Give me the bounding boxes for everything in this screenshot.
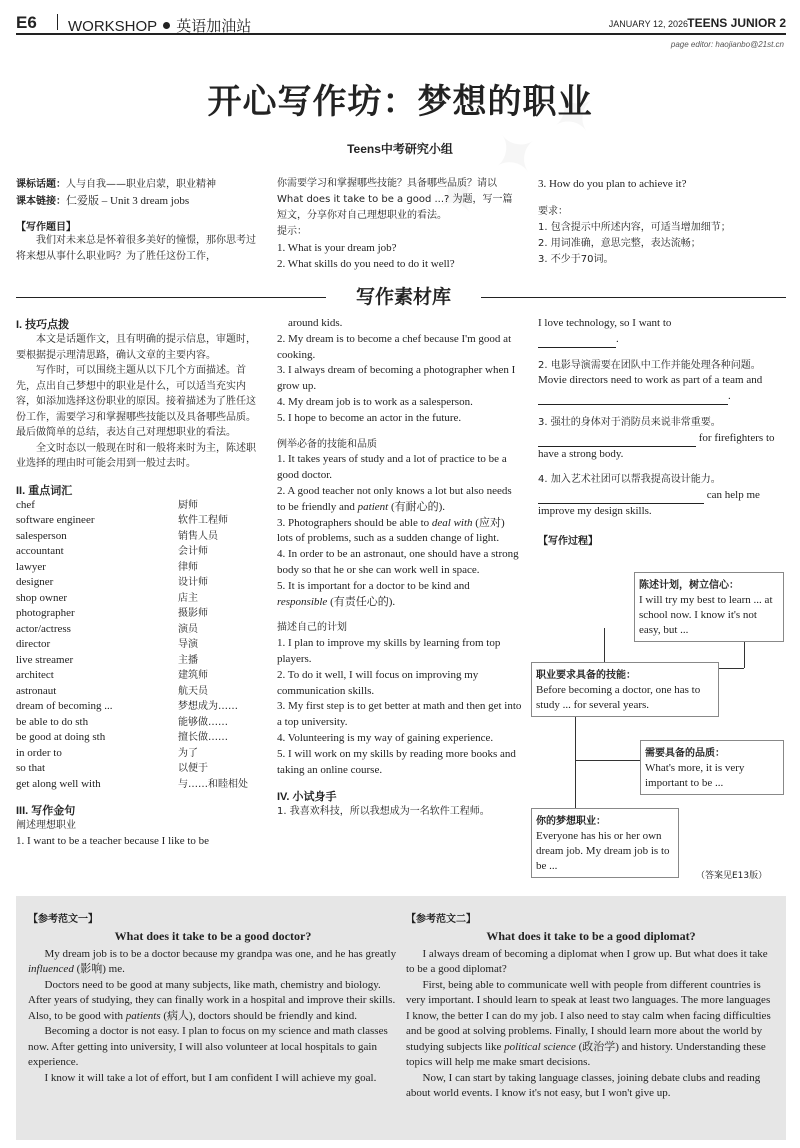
vocab-row	[16, 746, 256, 762]
vocab-term: be able to do sth	[16, 715, 89, 728]
header-divider	[57, 14, 58, 30]
vocab-term: photographer	[16, 607, 75, 619]
heading-tips: I. 技巧点拨	[16, 319, 70, 331]
keyword: political science	[504, 1040, 576, 1053]
vocab-term: lawyer	[16, 560, 46, 573]
vocab-row	[16, 560, 256, 576]
sentence-item: 1. It takes years of study and a lot of practice to be a good doctor.	[277, 453, 507, 482]
connector-line	[575, 712, 576, 822]
vocab-translation: 厨师	[178, 499, 198, 511]
vocab-translation: 销售人员	[178, 530, 218, 542]
sentence-item	[277, 579, 522, 611]
sample-paragraph: I always dream of becoming a diplomat when I grow up. But what does it take to be a good diplomat?	[406, 947, 768, 975]
exercise-item: 3. 强壮的身体对于消防员来说非常重要。	[538, 416, 721, 428]
exercise-item: 4. 加入艺术社团可以帮我提高设计能力。	[538, 474, 721, 486]
exercise-item: 2. 电影导演需要在团队中工作并能处理各种问题。	[538, 359, 761, 371]
vocab-term: actor/actress	[16, 622, 71, 635]
byline: Teens中考研究小组	[347, 142, 453, 156]
sentence-item: 2. My dream is to become a chef because I'm good at cooking.	[277, 332, 512, 361]
hint-question: 3. How do you plan to achieve it?	[538, 178, 687, 190]
section-band	[16, 286, 786, 308]
section-name	[68, 15, 251, 36]
vocab-term: in order to	[16, 746, 62, 759]
exercise-text: can help me improve my design skills.	[538, 489, 760, 517]
intro-column-2	[277, 176, 522, 272]
sentence-item: 5. I hope to become an actor in the future.	[277, 411, 462, 424]
step-text: What's more, it is very important to be ...	[645, 762, 745, 789]
sentence-text: 3. Photographers should be able to	[277, 516, 432, 529]
step-title: 职业要求具备的技能：	[536, 670, 636, 681]
sentence-item: 4. In order to be an astronaut, one should have a strong body so that he or she can work well in space.	[277, 548, 519, 576]
keyword: patient	[357, 500, 389, 513]
topic-label: 课标话题：	[16, 179, 66, 190]
sentence-item: 3. My first step is to get better at math and then get into a top university.	[277, 700, 522, 729]
vocab-row	[16, 715, 256, 731]
keyword: deal with	[431, 516, 473, 529]
vocab-translation: 为了	[178, 747, 198, 759]
vocab-term: live streamer	[16, 653, 74, 666]
publication-name: TEENS JUNIOR 2	[687, 16, 786, 30]
vocabulary-list	[16, 498, 261, 793]
step-text: I will try my best to learn ... at school now. I know it's not easy, but ...	[639, 594, 773, 636]
sentence-item: around kids.	[288, 317, 343, 329]
sample-essay-1	[28, 910, 398, 1086]
section-label-cn: 英语加油站	[176, 18, 252, 35]
sample-paragraph: Now, I can start by taking language classes, joining debate clubs and reading about world events. I know it's not easy, but I won't give up.	[406, 1071, 761, 1099]
sentence-item: 4. Volunteering is my way of gaining experience.	[277, 731, 494, 744]
sentence-text: (有耐心的).	[388, 500, 446, 513]
exercise-text: I love technology, so I want to	[538, 317, 672, 329]
materials-column-2	[277, 316, 522, 820]
vocab-term: director	[16, 638, 51, 650]
vocab-translation: 建筑师	[178, 670, 208, 681]
sample-paragraph: Becoming a doctor is not easy. I plan to focus on my science and math classes now. After getting into university, I will also volunteer at local hospitals to gain experience.	[28, 1025, 388, 1068]
vocab-translation: 会计师	[178, 546, 208, 557]
connector-line	[575, 760, 640, 761]
vocab-translation: 摄影师	[178, 608, 208, 619]
sentence-item	[277, 484, 522, 516]
link-value: 仁爱版 – Unit 3 dream jobs	[66, 195, 190, 207]
sample-title: What does it take to be a good doctor?	[114, 929, 312, 943]
page-editor: page editor: haojianbo@21st.cn	[670, 40, 784, 49]
process-tag: 【写作过程】	[538, 535, 598, 547]
tips-paragraph: 本文是话题作文，且有明确的提示信息，审题时，要根据提示理清思路，确认文章的主要内容。	[16, 334, 256, 361]
keyword: influenced	[28, 963, 74, 975]
heading-vocabulary: II. 重点词汇	[16, 484, 73, 497]
vocab-row	[16, 777, 256, 793]
vocab-term: dream of becoming ...	[16, 700, 113, 712]
page-number: E6	[16, 13, 37, 32]
answer-blank[interactable]	[538, 433, 696, 447]
vocab-term: software engineer	[16, 514, 95, 526]
requirement-item: 1. 包含提示中所述内容，可适当增加细节；	[538, 222, 731, 233]
vocab-translation: 能够做……	[178, 716, 228, 728]
vocab-row	[16, 730, 256, 746]
hint-label: 提示：	[277, 226, 307, 237]
sentence-text: (应对) lots of problems, such as a sudden change of light.	[277, 516, 505, 545]
vocab-row	[16, 606, 256, 622]
materials-column-1	[16, 310, 261, 849]
vocab-row	[16, 591, 256, 607]
vocab-row	[16, 544, 256, 560]
connector-line	[744, 638, 745, 668]
step-plan-box	[634, 572, 784, 642]
vocab-row	[16, 575, 256, 591]
vocab-row	[16, 699, 256, 715]
heading-sentences: III. 写作金句	[16, 805, 76, 817]
vocab-translation: 演员	[178, 623, 198, 635]
sentence-item: 4. My dream job is to work as a salesperson.	[277, 395, 473, 408]
subheading: 例举必备的技能和品质	[277, 438, 377, 450]
paragraph-text: (政治学) and history. Understanding these topics will help me make smart decisions.	[406, 1040, 766, 1068]
topic-value: 人与自我——职业启蒙，职业精神	[66, 179, 216, 190]
sentence-text: 2. A good teacher not only knows a lot but also needs to be friendly and	[277, 484, 512, 513]
vocab-row	[16, 668, 256, 684]
bullet-icon	[163, 22, 170, 29]
paragraph-text: (影响) me.	[73, 963, 125, 975]
vocab-row	[16, 529, 256, 545]
heading-practice: IV. 小试身手	[277, 791, 337, 804]
answer-blank[interactable]	[538, 490, 704, 504]
vocab-translation: 与……和睦相处	[178, 778, 248, 790]
vocab-translation: 设计师	[178, 577, 208, 588]
vocab-translation: 律师	[178, 561, 198, 573]
sample-paragraph	[406, 978, 776, 1071]
keyword: patients	[125, 1009, 161, 1022]
sample-tag: 【参考范文二】	[406, 914, 476, 925]
paragraph-text: My dream job is to be a doctor because my grandpa was one, and he has greatly	[44, 947, 397, 960]
sentence-item: 2. To do it well, I will focus on improving my communication skills.	[277, 668, 479, 697]
vocab-term: be good at doing sth	[16, 731, 106, 743]
vocab-term: so that	[16, 762, 46, 774]
vocab-row	[16, 761, 256, 777]
vocab-term: salesperson	[16, 529, 67, 542]
vocab-row	[16, 637, 256, 653]
vocab-translation: 店主	[178, 592, 198, 604]
vocab-row	[16, 498, 256, 514]
paragraph-text: (病人), doctors should be friendly and kind.	[160, 1009, 358, 1022]
vocab-term: astronaut	[16, 684, 57, 697]
divider-line	[16, 297, 326, 298]
vocab-row	[16, 622, 256, 638]
task-tag: 【写作题目】	[16, 222, 76, 233]
answer-blank[interactable]	[538, 391, 728, 405]
subheading: 阐述理想职业	[16, 820, 76, 831]
step-text: Everyone has his or her own dream job. My dream job is to be ...	[536, 830, 670, 872]
step-title: 需要具备的品质：	[645, 748, 725, 759]
paragraph-text: Doctors need to be good at many subjects, like math, chemistry and biology. After years of studying, they can finally work in a hospital and improve their skills. Also, to be good with	[28, 978, 396, 1022]
tips-paragraph: 全文时态以一般现在时和一般将来时为主，陈述职业选择的理由时可能会用到一般过去时。	[16, 442, 256, 469]
sample-paragraph: I know it will take a lot of effort, but I am confident I will achieve my goal.	[44, 1071, 377, 1084]
subheading: 描述自己的计划	[277, 622, 347, 634]
sample-tag: 【参考范文一】	[28, 914, 98, 925]
answer-reference: （答案见E13版）	[696, 871, 768, 881]
tips-paragraph: 写作时，可以围绕主题从以下几个方面描述。首先，点出自己梦想中的职业是什么，可以适当充实内容，如添加选择这份职业的原因。接着描述为了胜任这份工作，需要学习和掌握哪些技能以及具备哪些品质。最后做简单的总结，表达自己对理想职业的看法。	[16, 365, 256, 438]
vocab-translation: 软件工程师	[178, 515, 228, 526]
vocab-translation: 主播	[178, 654, 198, 666]
sentence-item: 1. I want to be a teacher because I like to be	[16, 834, 210, 847]
vocab-translation: 航天员	[178, 685, 208, 697]
step-title: 陈述计划，树立信心：	[639, 580, 739, 591]
section-title: 写作素材库	[355, 286, 451, 308]
sentence-item: 3. I always dream of becoming a photographer when I grow up.	[277, 364, 516, 393]
step-skills-box	[531, 662, 719, 717]
requirement-label: 要求：	[538, 206, 568, 217]
intro-column-1	[16, 176, 261, 265]
vocab-term: shop owner	[16, 591, 68, 604]
exercise-text: Movie directors need to work as part of a team and	[538, 374, 763, 387]
sentence-item	[277, 516, 522, 548]
vocab-term: designer	[16, 576, 54, 588]
vocab-term: chef	[16, 498, 35, 511]
requirement-item: 3. 不少于70词。	[538, 254, 614, 265]
page-title: 开心写作坊：梦想的职业	[207, 82, 593, 122]
vocab-row	[16, 513, 256, 529]
sentence-text: (有责任心的).	[327, 595, 396, 608]
step-dream-job-box	[531, 808, 679, 878]
keyword: responsible	[277, 595, 328, 608]
vocab-row	[16, 684, 256, 700]
task-text-2: 你需要学习和掌握哪些技能？具备哪些品质？请以 What does it take to be a good ...? 为题，写一篇短文，分享你对自己理想职业的看法。	[277, 178, 513, 221]
divider-line	[481, 297, 786, 298]
step-text: Before becoming a doctor, one has to study ... for several years.	[536, 684, 701, 711]
vocab-term: architect	[16, 669, 54, 681]
sample-paragraph	[28, 947, 398, 978]
vocab-term: accountant	[16, 545, 64, 557]
sentence-item: 5. I will work on my skills by reading more books and taking an online course.	[277, 747, 516, 776]
paragraph-text: First, being able to communicate well with people from different countries is very important. I should learn to speak at least two languages. The more languages I know, the better I can do my job. I also need to stay calm when facing difficulties and be good at solving problems. Finally, I should learn more about the world by studying subjects like	[406, 978, 771, 1053]
sentence-item: 1. I plan to improve my skills by learning from top players.	[277, 637, 501, 665]
materials-column-3: I love technology, so I want to . 2. 电影导演需要在团队中工作并能处理各种问题。 Movie directors need to work as part of a team and . 3. 强壮的身体对于消防员来说非常重要。 for firefighters to have a strong body. 4. 加入艺术社团可以帮我提高设计能力。 can help me improve my design skills. 【写作过程】	[538, 316, 786, 547]
sample-essays	[16, 896, 786, 1140]
vocab-translation: 以便于	[178, 763, 208, 774]
hint-question: 2. What skills do you need to do it well?	[277, 258, 455, 270]
section-label: WORKSHOP	[68, 18, 158, 35]
sample-paragraph	[28, 978, 398, 1025]
sentence-text: 5. It is important for a doctor to be kind and	[277, 579, 470, 592]
sample-essay-2	[406, 910, 776, 1102]
exercise-item: 1. 我喜欢科技，所以我想成为一名软件工程师。	[277, 806, 490, 818]
page-header	[16, 9, 786, 35]
issue-date: JANUARY 12, 2026	[608, 19, 688, 29]
vocab-translation: 梦想成为……	[178, 701, 238, 712]
intro-column-3	[538, 176, 786, 268]
link-label: 课本链接：	[16, 196, 66, 207]
step-title: 你的梦想职业：	[536, 816, 606, 827]
hint-question: 1. What is your dream job?	[277, 242, 397, 254]
step-qualities-box	[640, 740, 784, 795]
requirement-item: 2. 用词准确，意思完整，表达流畅；	[538, 238, 701, 249]
task-text-1: 我们对未来总是怀着很多美好的憧憬，那你思考过将来想从事什么职业吗？为了胜任这份工作，	[16, 235, 256, 262]
vocab-translation: 导演	[178, 639, 198, 650]
vocab-term: get along well with	[16, 777, 101, 790]
answer-blank[interactable]	[538, 334, 616, 348]
vocab-translation: 擅长做……	[178, 732, 228, 743]
exercise-text: for firefighters to have a strong body.	[538, 431, 775, 460]
sample-title: What does it take to be a good diplomat?	[486, 929, 696, 943]
vocab-row	[16, 653, 256, 669]
